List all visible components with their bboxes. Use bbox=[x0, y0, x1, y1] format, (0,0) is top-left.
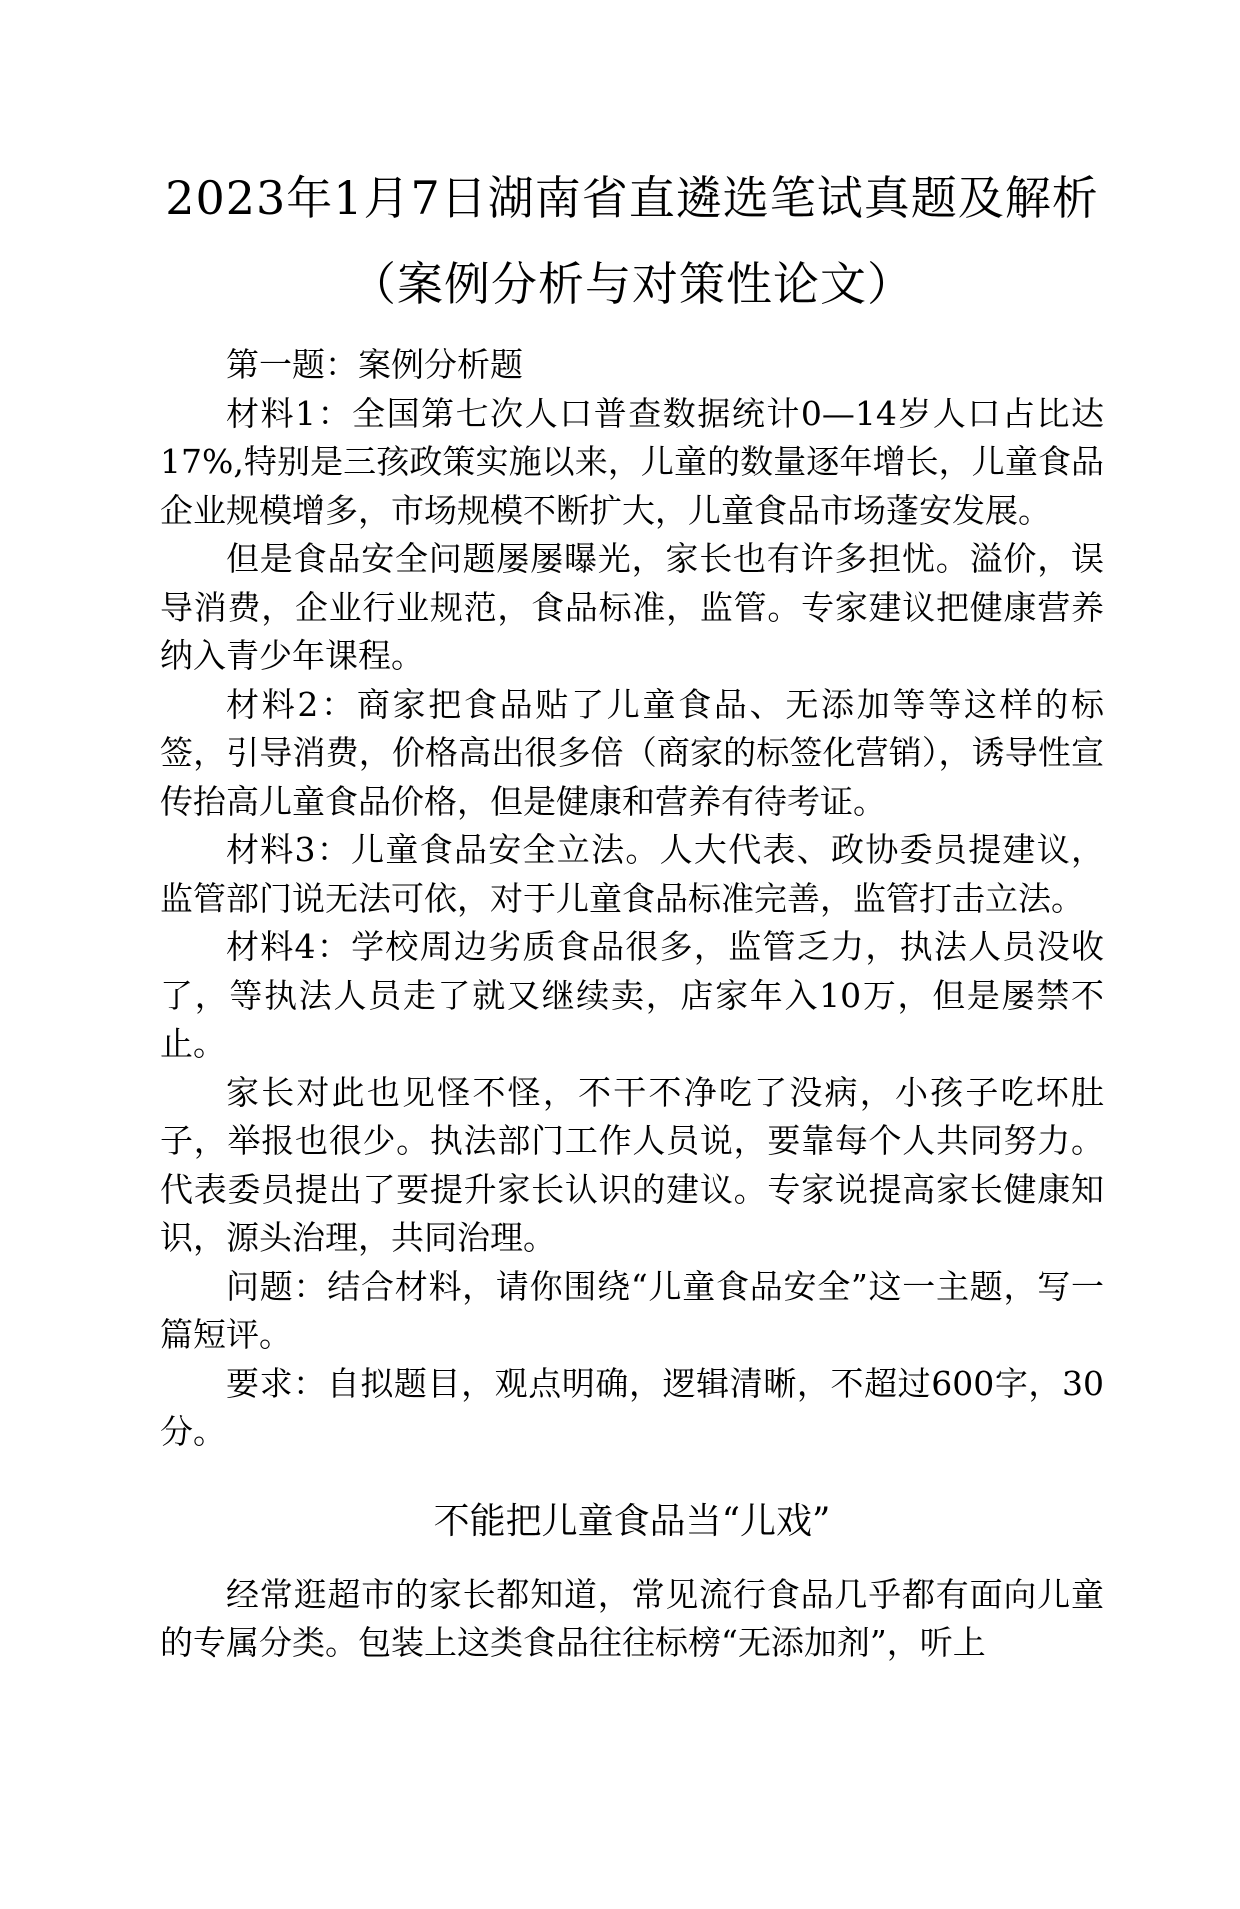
document-title: 2023年1月7日湖南省直遴选笔试真题及解析 bbox=[165, 171, 1099, 225]
section-heading: 第一题：案例分析题 bbox=[226, 345, 523, 384]
essay-paragraph: 经常逛超市的家长都知道，常见流行食品几乎都有面向儿童的专属分类。包装上这类食品往往标榜“无添加剂”，听上 bbox=[160, 1574, 1104, 1662]
document-page bbox=[0, 155, 1240, 1909]
paragraph: 材料3：儿童食品安全立法。人大代表、政协委员提建议，监管部门说无法可依，对于儿童食品标准完善，监管打击立法。 bbox=[160, 830, 1104, 918]
question-paragraph: 问题：结合材料，请你围绕“儿童食品安全”这一主题，写一篇短评。 bbox=[160, 1266, 1104, 1354]
document-subtitle: （案例分析与对策性论文） bbox=[350, 257, 914, 311]
requirements-paragraph: 要求：自拟题目，观点明确，逻辑清晰，不超过600字，30分。 bbox=[160, 1363, 1104, 1451]
paragraph: 材料4：学校周边劣质食品很多，监管乏力，执法人员没收了，等执法人员走了就又继续卖，店家年入10万，但是屡禁不止。 bbox=[160, 927, 1104, 1063]
paragraph: 材料1：全国第七次人口普查数据统计0—14岁人口占比达17%,特别是三孩政策实施以来，儿童的数量逐年增长，儿童食品企业规模增多，市场规模不断扩大，儿童食品市场蓬安发展。 bbox=[160, 393, 1104, 530]
paragraph: 但是食品安全问题屡屡曝光，家长也有许多担忧。溢价，误导消费，企业行业规范，食品标准，监管。专家建议把健康营养纳入青少年课程。 bbox=[160, 539, 1104, 675]
paragraph: 材料2：商家把食品贴了儿童食品、无添加等等这样的标签，引导消费，价格高出很多倍（商家的标签化营销），诱导性宣传抬高儿童食品价格，但是健康和营养有待考证。 bbox=[160, 684, 1104, 821]
paragraph: 家长对此也见怪不怪，不干不净吃了没病，小孩子吃坏肚子，举报也很少。执法部门工作人员说，要靠每个人共同努力。代表委员提出了要提升家长认识的建议。专家说提高家长健康知识，源头治理，共同治理。 bbox=[160, 1072, 1104, 1257]
document-body bbox=[160, 341, 1104, 1668]
essay-title: 不能把儿童食品当“儿戏” bbox=[433, 1500, 831, 1542]
